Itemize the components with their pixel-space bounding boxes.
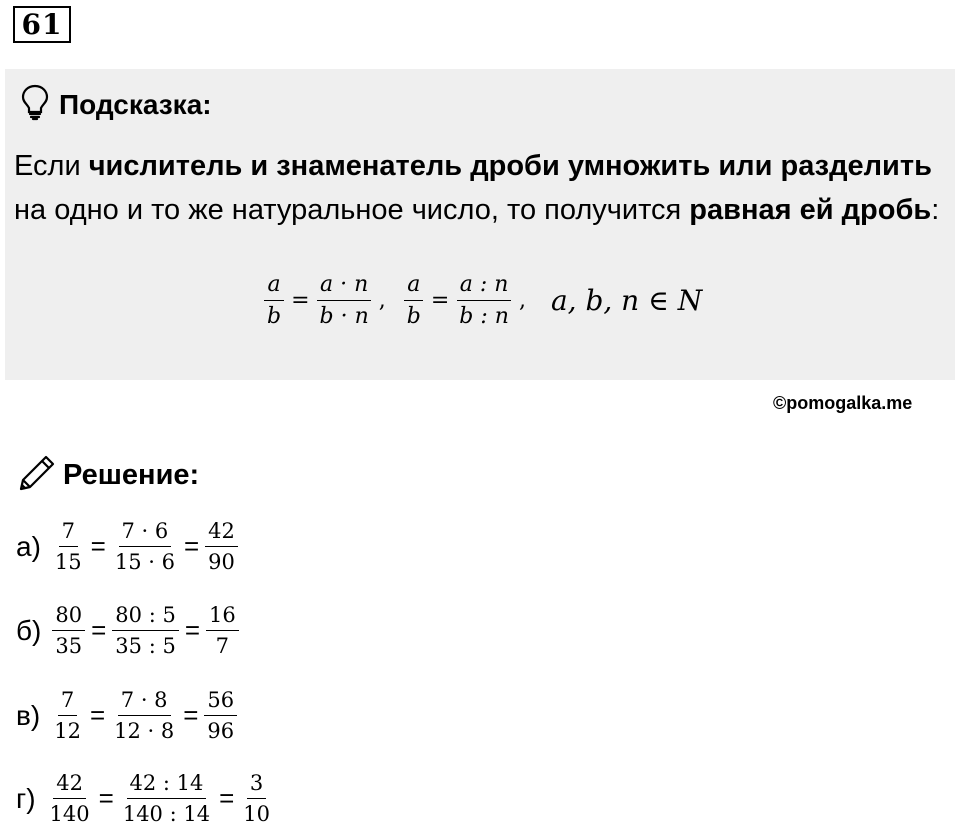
numerator: a (264, 272, 283, 301)
lightbulb-icon (19, 83, 51, 126)
numerator: 7 (59, 519, 78, 547)
hint-title: Подсказка: (59, 88, 212, 120)
hint-text-part: Если (14, 150, 89, 182)
equals-sign: = (98, 783, 114, 814)
equals-sign: = (90, 531, 106, 562)
hint-text (14, 144, 949, 232)
solution-header (17, 453, 199, 498)
numerator: 3 (247, 771, 266, 799)
numerator: 42 (53, 771, 86, 799)
solution-row-c (16, 688, 240, 743)
numerator: 7 (58, 688, 77, 716)
fraction (51, 688, 84, 743)
solution-row-a (16, 519, 241, 574)
equals-sign: = (430, 288, 450, 314)
fraction (206, 603, 239, 658)
fraction (112, 519, 178, 574)
equals-sign: = (91, 615, 107, 646)
fraction (47, 771, 93, 826)
separator: , (378, 288, 386, 314)
numerator: a : n (457, 272, 512, 301)
denominator: 12 (54, 719, 81, 744)
denominator: 7 (215, 634, 230, 659)
numerator: 7 · 8 (118, 688, 171, 716)
fraction (112, 603, 179, 658)
formula-variables: a, b, n ∈ N (550, 284, 703, 318)
row-label: в) (16, 699, 41, 731)
hint-bold-part: числитель и знаменатель дроби умножить или разделить (88, 150, 932, 182)
row-label: г) (16, 782, 36, 814)
copyright-text: ©pomogalka.me (773, 393, 913, 413)
denominator: 140 : 14 (122, 802, 211, 827)
hint-text-part: на одно и то же натуральное число, то получится (14, 194, 690, 226)
numerator: 42 : 14 (127, 771, 207, 799)
equals-sign: = (291, 288, 310, 314)
fraction (111, 688, 177, 743)
fraction (52, 603, 85, 658)
denominator: 140 (49, 802, 90, 827)
denominator: b (267, 304, 282, 330)
solution-title: Решение: (63, 459, 200, 491)
denominator: 12 · 8 (114, 719, 175, 744)
numerator: 42 (205, 519, 238, 547)
task-number: 61 (13, 6, 71, 43)
fraction (205, 519, 238, 574)
row-label: б) (16, 614, 42, 646)
fraction (204, 688, 237, 743)
row-label: а) (16, 530, 41, 562)
denominator: 15 · 6 (114, 550, 175, 575)
denominator: 10 (243, 802, 270, 827)
denominator: 35 (55, 634, 83, 659)
pencil-icon (17, 453, 57, 498)
equals-sign: = (183, 700, 199, 731)
equals-sign: = (184, 615, 200, 646)
numerator: 7 · 6 (119, 519, 172, 547)
denominator: b (406, 304, 421, 330)
hint-bold-part: равная ей дробь (689, 194, 932, 226)
formula-fraction (317, 272, 372, 330)
equals-sign: = (89, 700, 106, 731)
denominator: 90 (208, 550, 235, 575)
solution-row-b (16, 603, 242, 658)
numerator: a (404, 272, 423, 301)
formula-fraction (404, 272, 424, 330)
denominator: 15 (54, 550, 82, 575)
solution-row-d (16, 771, 276, 826)
fraction (120, 771, 213, 826)
separator: , (518, 288, 526, 314)
hint-formula (260, 272, 702, 330)
numerator: 56 (204, 688, 237, 716)
fraction (240, 771, 273, 826)
denominator: b · n (319, 304, 369, 330)
numerator: 16 (206, 603, 239, 631)
numerator: 80 (52, 603, 85, 631)
equals-sign: = (219, 783, 235, 814)
hint-box (5, 69, 955, 380)
numerator: a · n (317, 272, 371, 301)
hint-text-part: : (931, 194, 940, 226)
hint-header (19, 83, 212, 126)
fraction (52, 519, 85, 574)
denominator: 96 (207, 719, 235, 744)
equals-sign: = (183, 531, 200, 562)
formula-fraction (456, 272, 512, 330)
denominator: 35 : 5 (115, 634, 176, 659)
denominator: b : n (459, 304, 509, 330)
numerator: 80 : 5 (112, 603, 179, 631)
formula-fraction (264, 272, 284, 330)
